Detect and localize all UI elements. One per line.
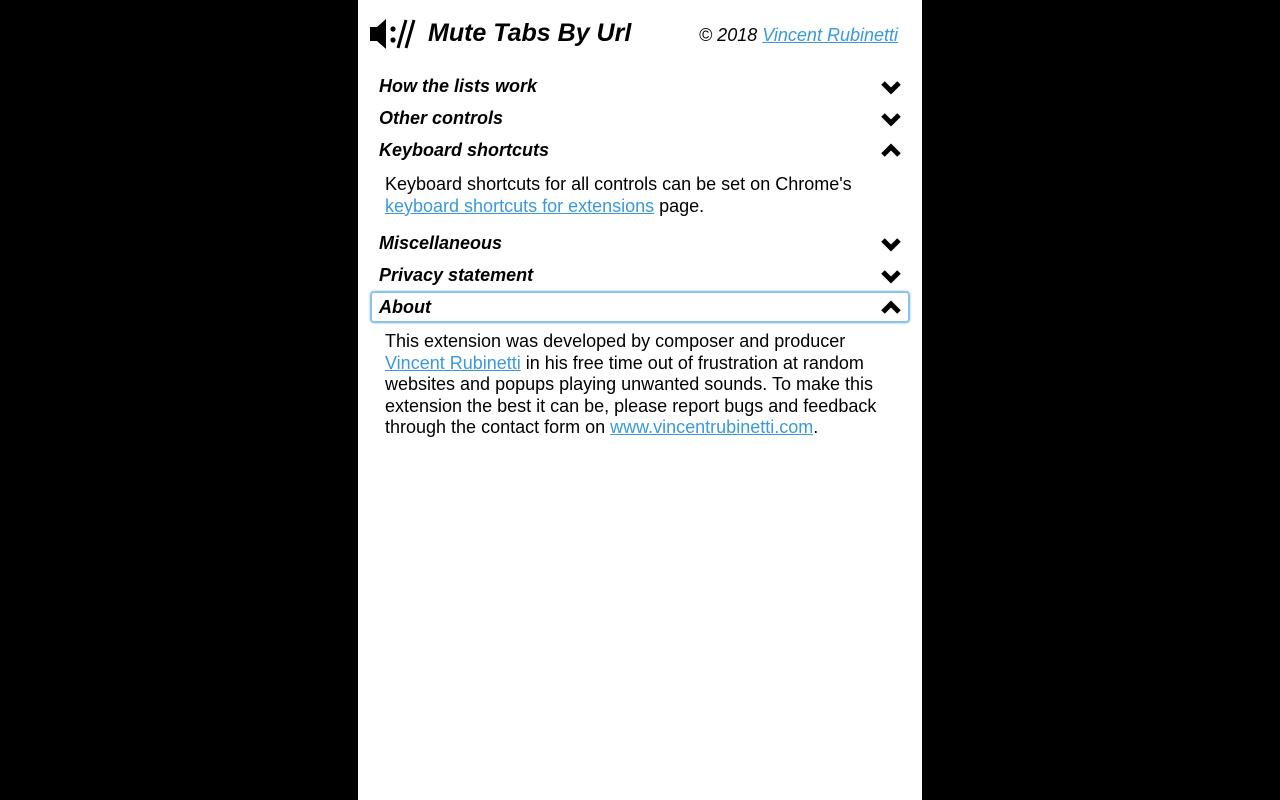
accordion xyxy=(370,70,910,449)
section-title: About xyxy=(379,296,431,317)
section-title: How the lists work xyxy=(379,75,538,96)
section-title: Keyboard shortcuts xyxy=(379,139,550,160)
chevron-up-icon xyxy=(880,143,902,159)
muted-speaker-icon xyxy=(370,18,416,50)
copyright-text: © 2018 xyxy=(698,25,763,45)
author-link[interactable]: Vincent Rubinetti xyxy=(762,25,898,45)
body-text: . xyxy=(813,417,819,437)
section-header-keyboard-shortcuts[interactable] xyxy=(370,134,910,166)
section-header-privacy-statement[interactable] xyxy=(370,259,910,291)
section-title: Other controls xyxy=(379,107,504,128)
app-title: Mute Tabs By Url xyxy=(428,19,632,47)
chevron-up-icon xyxy=(880,300,902,316)
section-header-about[interactable] xyxy=(370,291,910,323)
section-header-miscellaneous[interactable] xyxy=(370,227,910,259)
options-page xyxy=(358,0,922,800)
body-text: in his free time out of frustration at random websites and popups playing unwanted sounds. To make this extension the best it can be, please report bugs and feedback through the contact form on xyxy=(385,352,877,437)
chevron-down-icon xyxy=(880,268,902,284)
section-body-keyboard-shortcuts xyxy=(370,166,910,227)
body-text: Keyboard shortcuts for all controls can be set on Chrome's xyxy=(385,174,852,194)
header xyxy=(370,14,898,58)
keyboard-shortcuts-link[interactable]: keyboard shortcuts for extensions xyxy=(385,195,655,216)
section-title: Miscellaneous xyxy=(379,232,503,253)
author-link[interactable]: Vincent Rubinetti xyxy=(385,352,521,373)
section-body-about xyxy=(370,323,910,449)
section-title: Privacy statement xyxy=(379,264,534,285)
body-text: This extension was developed by composer and producer xyxy=(385,331,846,351)
chevron-down-icon xyxy=(880,236,902,252)
chevron-down-icon xyxy=(880,111,902,127)
copyright xyxy=(699,25,898,46)
section-header-other-controls[interactable] xyxy=(370,102,910,134)
chevron-down-icon xyxy=(880,79,902,95)
section-header-how-the-lists-work[interactable] xyxy=(370,70,910,102)
body-text: page. xyxy=(654,195,705,216)
website-link[interactable]: www.vincentrubinetti.com xyxy=(610,417,814,437)
